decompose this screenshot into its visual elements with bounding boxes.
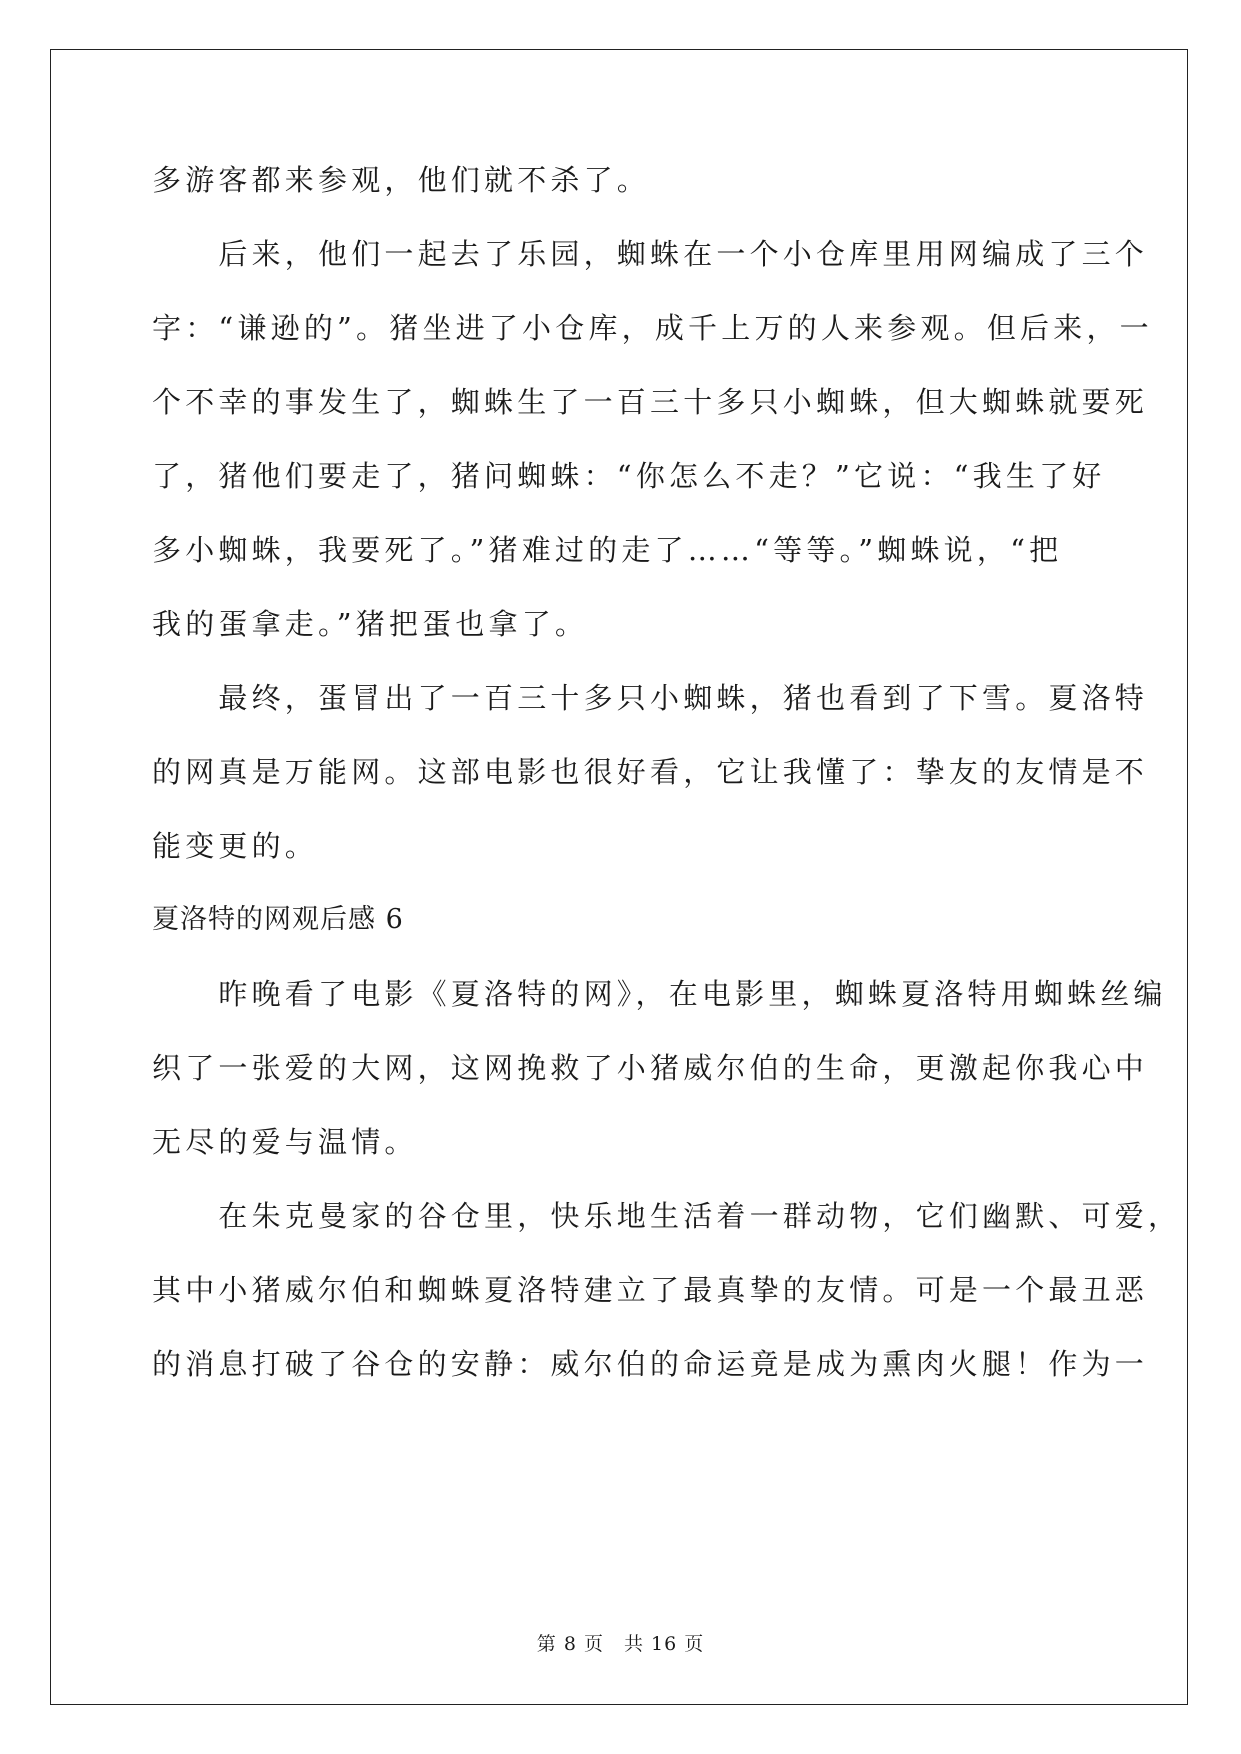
text-line: 了，猪他们要走了，猪问蜘蛛：“你怎么不走？”它说：“我生了好 (152, 459, 1106, 493)
paragraph (152, 160, 1092, 200)
paragraph (152, 1196, 1182, 1384)
paragraph (152, 974, 1167, 1162)
text-line: 其中小猪威尔伯和蜘蛛夏洛特建立了最真挚的友情。可是一个最丑恶 (152, 1273, 1149, 1307)
text-line: 个不幸的事发生了，蜘蛛生了一百三十多只小蜘蛛，但大蜘蛛就要死 (152, 385, 1149, 419)
heading-text: 夏洛特的网观后感 6 (152, 904, 404, 935)
paragraph (152, 678, 1149, 866)
text-line: 能变更的。 (152, 829, 319, 863)
text-line: 织了一张爱的大网，这网挽救了小猪威尔伯的生命，更激起你我心中 (152, 1051, 1149, 1085)
text-line: 字：“谦逊的”。猪坐进了小仓库，成千上万的人来参观。但后来，一 (152, 311, 1153, 345)
text-line: 的网真是万能网。这部电影也很好看，它让我懂了：挚友的友情是不 (152, 755, 1149, 789)
page-number: 第 8 页 共 16 页 (536, 1633, 705, 1655)
text-line: 多小蜘蛛，我要死了。”猪难过的走了……“等等。”蜘蛛说，“把 (152, 533, 1063, 567)
text-line: 的消息打破了谷仓的安静：威尔伯的命运竟是成为熏肉火腿！作为一 (152, 1347, 1149, 1381)
section-heading (152, 900, 1092, 940)
text-line: 多游客都来参观，他们就不杀了。 (152, 163, 651, 197)
text-line: 昨晚看了电影《夏洛特的网》，在电影里，蜘蛛夏洛特用蜘蛛丝编 (152, 977, 1167, 1011)
text-line: 最终，蛋冒出了一百三十多只小蜘蛛，猪也看到了下雪。夏洛特 (152, 681, 1149, 715)
text-line: 无尽的爱与温情。 (152, 1125, 418, 1159)
text-line: 在朱克曼家的谷仓里，快乐地生活着一群动物，它们幽默、可爱， (152, 1199, 1182, 1233)
text-line: 后来，他们一起去了乐园，蜘蛛在一个小仓库里用网编成了三个 (152, 237, 1149, 271)
page-footer (0, 1632, 1241, 1656)
text-line: 我的蛋拿走。”猪把蛋也拿了。 (152, 607, 589, 641)
paragraph (152, 234, 1153, 644)
